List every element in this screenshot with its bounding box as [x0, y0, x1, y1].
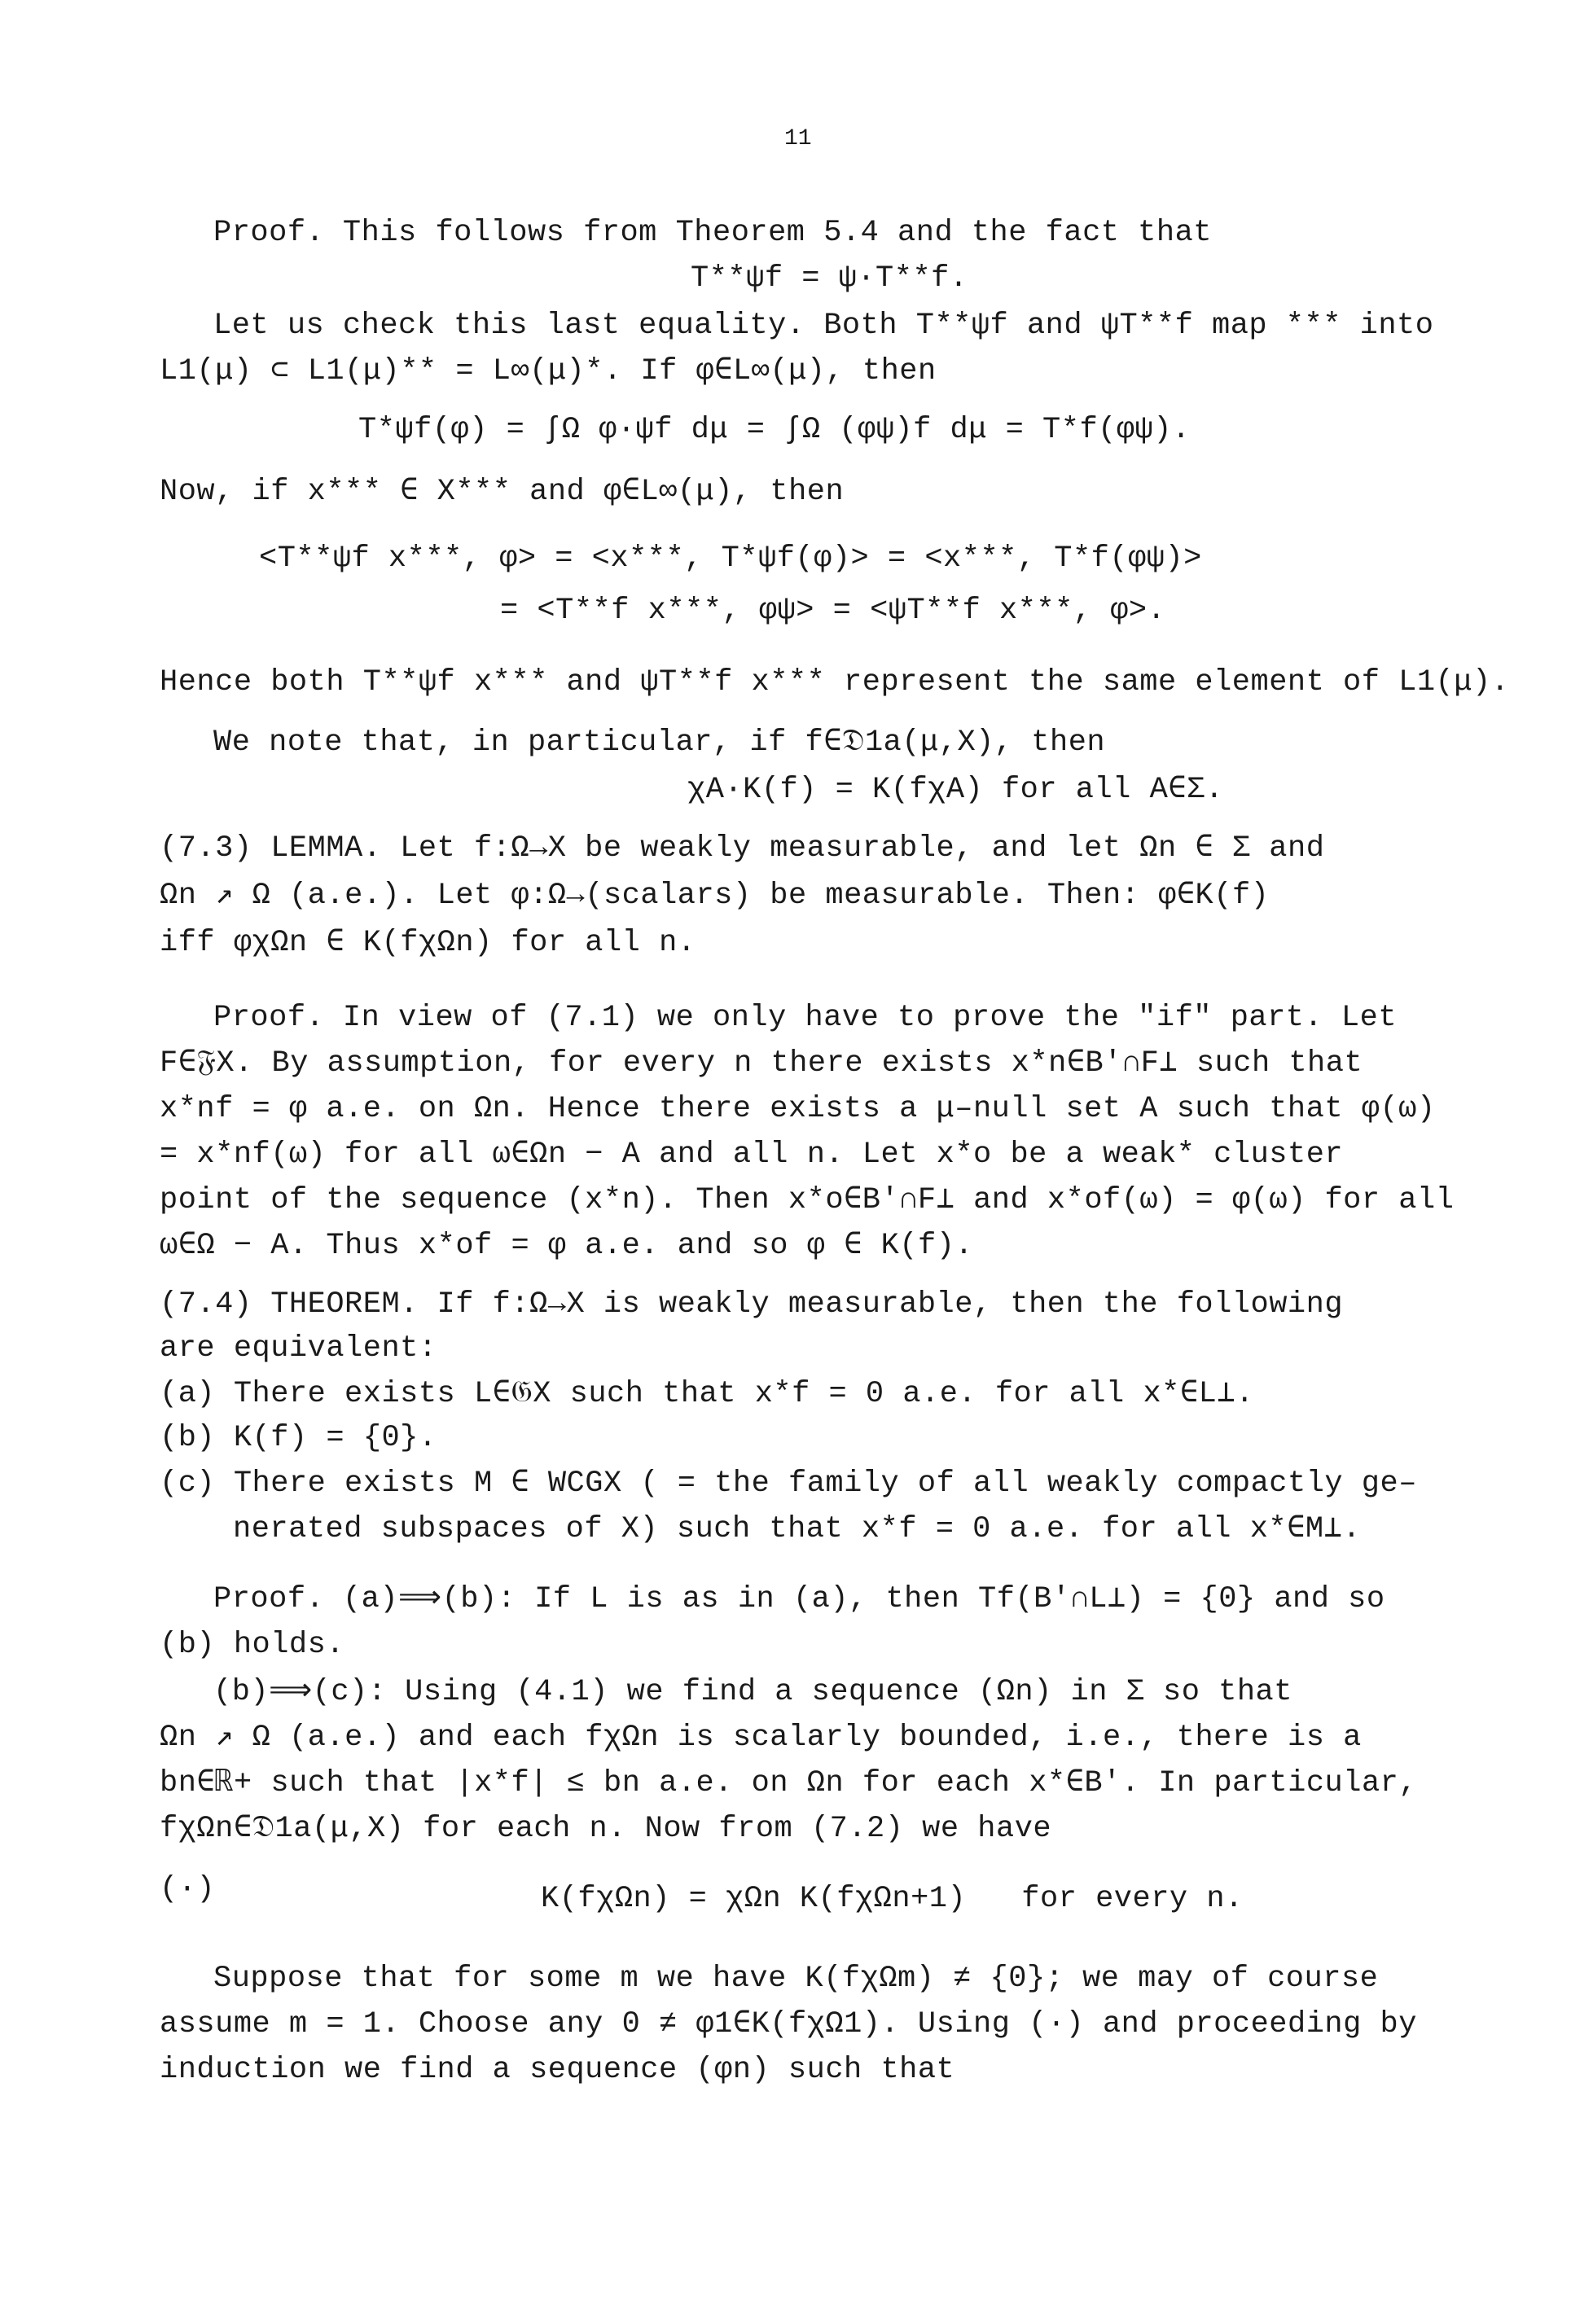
text-line: assume m = 1. Choose any 0 ≠ φ1∈K(fχΩ1). Using (·) and proceeding by [160, 2007, 1417, 2041]
page-number: 11 [784, 126, 812, 151]
text-line: Hence both T**ψf x*** and ψT**f x*** represent the same element of L1(μ). [160, 665, 1510, 699]
condition-c: (c) There exists M ∈ WCGX ( = the family of all weakly compactly ge– [160, 1467, 1417, 1501]
equation-pairing-1: <T**ψf x***, φ> = <x***, T*ψf(φ)> = <x***, T*f(φψ)> [259, 542, 1202, 576]
text-line: = x*nf(ω) for all ω∈Ωn − A and all n. Let x*o be a weak* cluster [160, 1138, 1344, 1172]
condition-b: (b) K(f) = {0}. [160, 1421, 437, 1455]
equation-integral: T*ψf(φ) = ∫Ω φ·ψf dμ = ∫Ω (φψ)f dμ = T*f(φψ). [358, 413, 1191, 447]
text-line: (b) holds. [160, 1628, 345, 1662]
text-line: ω∈Ω − A. Thus x*of = φ a.e. and so φ ∈ K(f). [160, 1229, 974, 1263]
text-line: Suppose that for some m we have K(fχΩm) ≠ {0}; we may of course [213, 1962, 1379, 1996]
lemma-7-3-heading: (7.3) LEMMA. Let f:Ω→X be weakly measurable, and let Ωn ∈ Σ and [160, 831, 1325, 866]
proof-theorem-line: Proof. (a)⟹(b): If L is as in (a), then Tf(B′∩L⊥) = {0} and so [213, 1582, 1385, 1616]
text-line: Now, if x*** ∈ X*** and φ∈L∞(μ), then [160, 475, 845, 509]
proof-line-1: Proof. This follows from Theorem 5.4 and the fact that [213, 216, 1212, 250]
text-line: Let us check this last equality. Both T**ψf and ψT**f map *** into [213, 309, 1434, 343]
equation-tag: (·) [160, 1872, 216, 1906]
equation-chi-k: χA·K(f) = K(fχA) for all A∈Σ. [687, 773, 1224, 807]
text-line: F∈𝔉X. By assumption, for every n there exists x*n∈B′∩F⊥ such that [160, 1046, 1363, 1081]
text-line: x*nf = φ a.e. on Ωn. Hence there exists a μ–null set A such that φ(ω) [160, 1092, 1436, 1126]
condition-a: (a) There exists L∈𝔊X such that x*f = 0 a.e. for all x*∈L⊥. [160, 1377, 1254, 1411]
theorem-7-4-heading: (7.4) THEOREM. If f:Ω→X is weakly measurable, then the following [160, 1287, 1344, 1322]
text-line: bn∈ℝ+ such that |x*f| ≤ bn a.e. on Ωn for each x*∈B′. In particular, [160, 1766, 1418, 1800]
condition-c-cont: nerated subspaces of X) such that x*f = 0 a.e. for all x*∈M⊥. [233, 1512, 1362, 1546]
proof-lemma-line: Proof. In view of (7.1) we only have to prove the "if" part. Let [213, 1001, 1398, 1035]
text-line: induction we find a sequence (φn) such that [160, 2053, 955, 2087]
text-line: (b)⟹(c): Using (4.1) we find a sequence (Ωn) in Σ so that [213, 1675, 1292, 1709]
equation-k-f-chi: K(fχΩn) = χΩn K(fχΩn+1) for every n. [541, 1882, 1244, 1916]
text-line: Ωn ↗ Ω (a.e.) and each fχΩn is scalarly bounded, i.e., there is a [160, 1721, 1362, 1755]
text-line: fχΩn∈𝔇1a(μ,X) for each n. Now from (7.2) we have [160, 1812, 1052, 1846]
text-line: Ωn ↗ Ω (a.e.). Let φ:Ω→(scalars) be measurable. Then: φ∈K(f) [160, 879, 1270, 913]
equation-t-psi-f: T**ψf = ψ·T**f. [691, 261, 968, 296]
text-line: L1(μ) ⊂ L1(μ)** = L∞(μ)*. If φ∈L∞(μ), then [160, 354, 937, 388]
text-line: iff φχΩn ∈ K(fχΩn) for all n. [160, 926, 696, 960]
text-line: are equivalent: [160, 1331, 437, 1366]
text-line: We note that, in particular, if f∈𝔇1a(μ,X), then [213, 726, 1106, 760]
equation-pairing-2: = <T**f x***, φψ> = <ψT**f x***, φ>. [500, 594, 1166, 628]
text-line: point of the sequence (x*n). Then x*o∈B′∩F⊥ and x*of(ω) = φ(ω) for all [160, 1183, 1455, 1217]
